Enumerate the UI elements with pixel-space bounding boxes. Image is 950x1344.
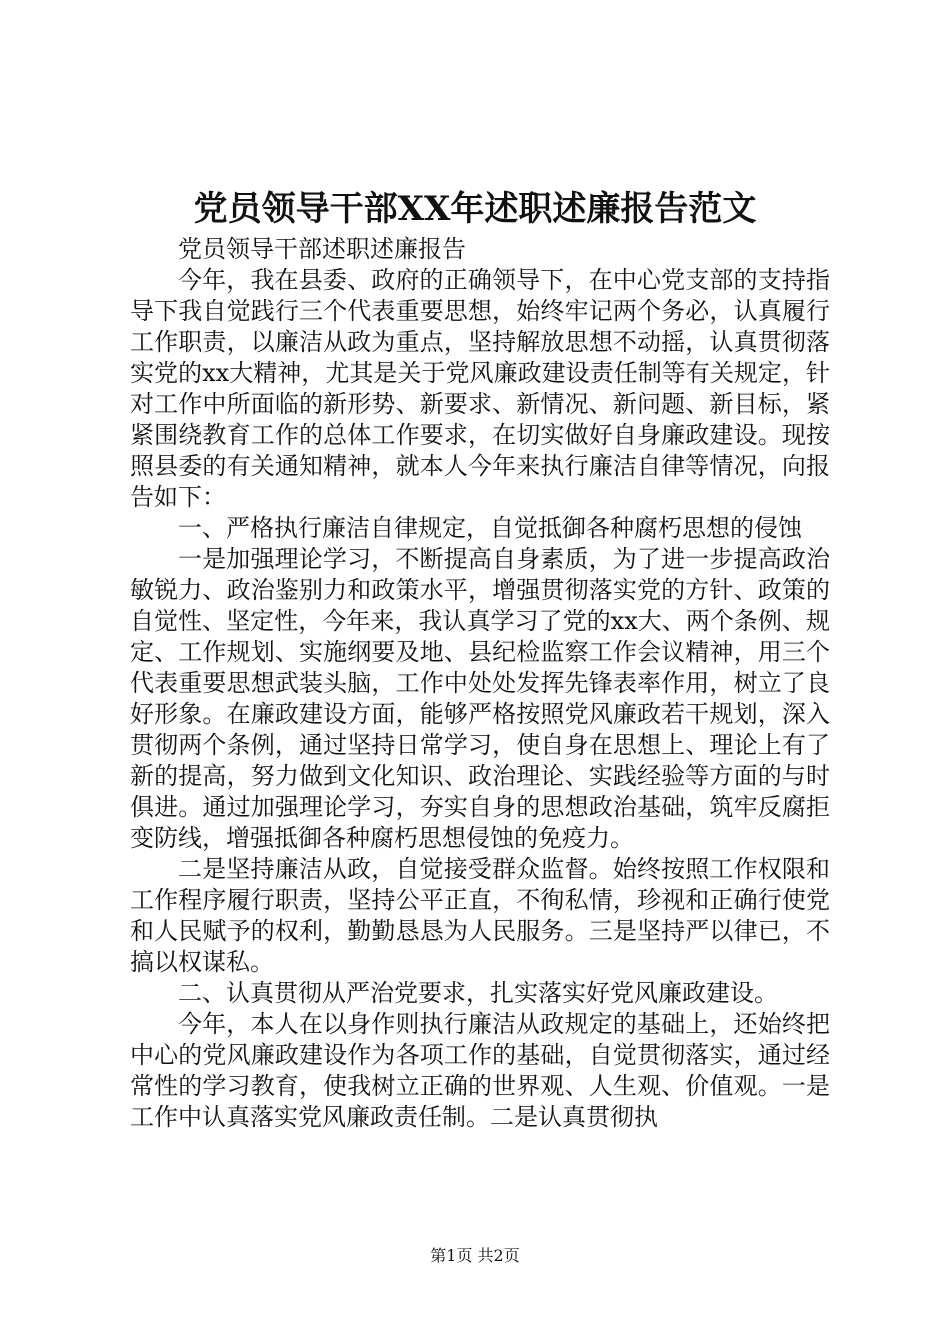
paragraph-clean-governance: 二是坚持廉洁从政，自觉接受群众监督。始终按照工作权限和工作程序履行职责，坚持公平正直，不徇私情，珍视和正确行使党和人民赋予的权利，勤勤恳恳为人民服务。三是坚持严以律已，不搞以权谋私。	[130, 855, 830, 976]
paragraph-party-building: 今年，本人在以身作则执行廉洁从政规定的基础上，还始终把中心的党风廉政建设作为各项工作的基础，自觉贯彻落实，通过经常性的学习教育，使我树立正确的世界观、人生观、价值观。一是工作中认真落实党风廉政责任制。二是认真贯彻执	[130, 1010, 830, 1131]
page-footer: 第1页 共2页	[430, 1246, 520, 1265]
paragraph-section-2-heading: 二、认真贯彻从严治党要求，扎实落实好党风廉政建设。	[178, 979, 778, 1007]
paragraph-theory-study: 一是加强理论学习，不断提高自身素质，为了进一步提高政治敏锐力、政治鉴别力和政策水平，增强贯彻落实党的方针、政策的自觉性、坚定性，今年来，我认真学习了党的xx大、两个条例、规定、工作规划、实施纲要及地、县纪检监察工作会议精神，用三个代表重要思想武装头脑，工作中处处发挥先锋表率作用，树立了良好形象。在廉政建设方面，能够严格按照党风廉政若干规划，深入贯彻两个条例，通过坚持日常学习，使自身在思想上、理论上有了新的提高，努力做到文化知识、政治理论、实践经验等方面的与时俱进。通过加强理论学习，夯实自身的思想政治基础，筑牢反腐拒变防线，增强抵御各种腐朽思想侵蚀的免疫力。	[130, 545, 830, 852]
document-title: 党员领导干部XX年述职述廉报告范文	[193, 189, 757, 229]
document-body	[130, 234, 830, 1133]
paragraph-section-1-heading: 一、严格执行廉洁自律规定，自觉抵御各种腐朽思想的侵蚀	[178, 514, 802, 542]
paragraph-subtitle: 党员领导干部述职述廉报告	[178, 235, 466, 263]
paragraph-intro: 今年，我在县委、政府的正确领导下，在中心党支部的支持指导下我自觉践行三个代表重要思想，始终牢记两个务必，认真履行工作职责，以廉洁从政为重点，坚持解放思想不动摇，认真贯彻落实党的xx大精神，尤其是关于党风廉政建设责任制等有关规定，针对工作中所面临的新形势、新要求、新情况、新问题、新目标，紧紧围绕教育工作的总体工作要求，在切实做好自身廉政建设。现按照县委的有关通知精神，就本人今年来执行廉洁自律等情况，向报告如下：	[130, 266, 830, 511]
